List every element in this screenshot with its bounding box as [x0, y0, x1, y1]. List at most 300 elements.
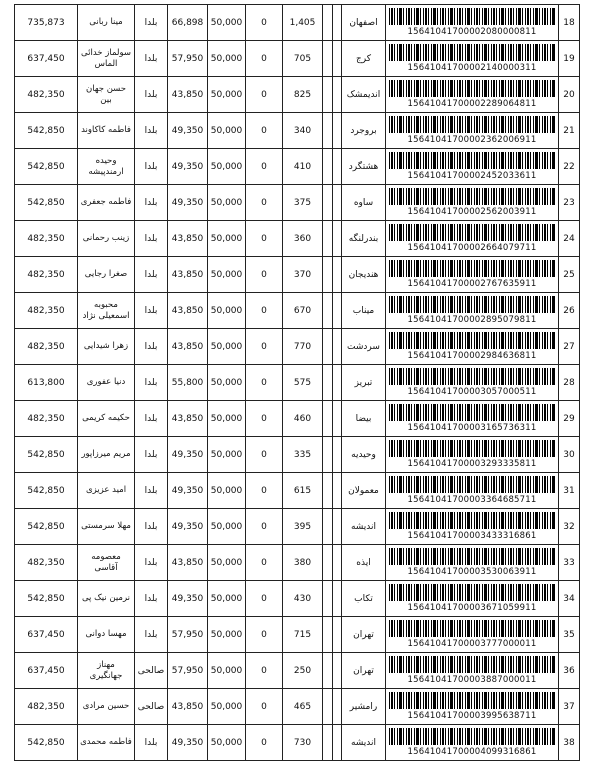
base-value-cell: 50,000 [208, 5, 246, 41]
person-name-cell: حکیمه کریمی [78, 401, 135, 437]
branch-cell: صالحی [135, 653, 168, 689]
barcode-number: 15641041700002562003911 [407, 207, 537, 217]
city-cell: هشتگرد [342, 149, 386, 185]
branch-cell: صالحی [135, 689, 168, 725]
empty-cell [333, 617, 342, 653]
person-name-cell: صغرا رجایی [78, 257, 135, 293]
city-cell: ایذه [342, 545, 386, 581]
quantity-cell: 465 [283, 689, 323, 725]
empty-cell [333, 545, 342, 581]
table-row [15, 689, 580, 725]
row-number-cell: 36 [559, 653, 580, 689]
barcode-number: 15641041700003057000511 [407, 387, 537, 397]
amount-cell: 542,850 [15, 437, 78, 473]
empty-cell [323, 185, 333, 221]
empty-cell [333, 329, 342, 365]
branch-cell: بلدا [135, 77, 168, 113]
branch-cell: بلدا [135, 113, 168, 149]
row-number-cell: 35 [559, 617, 580, 653]
value-cell: 49,350 [168, 113, 208, 149]
row-number-cell: 22 [559, 149, 580, 185]
quantity-cell: 715 [283, 617, 323, 653]
base-value-cell: 50,000 [208, 509, 246, 545]
branch-cell: بلدا [135, 473, 168, 509]
value-cell: 49,350 [168, 437, 208, 473]
base-value-cell: 50,000 [208, 221, 246, 257]
table-row [15, 221, 580, 257]
empty-cell [333, 653, 342, 689]
base-value-cell: 50,000 [208, 689, 246, 725]
table-row [15, 545, 580, 581]
base-value-cell: 50,000 [208, 77, 246, 113]
empty-cell [323, 329, 333, 365]
amount-cell: 542,850 [15, 185, 78, 221]
row-number-cell: 33 [559, 545, 580, 581]
city-cell: تهران [342, 653, 386, 689]
value-cell: 49,350 [168, 149, 208, 185]
zero-cell: 0 [246, 149, 283, 185]
empty-cell [323, 545, 333, 581]
value-cell: 57,950 [168, 617, 208, 653]
row-number-cell: 27 [559, 329, 580, 365]
person-name-cell: امید عزیزی [78, 473, 135, 509]
zero-cell: 0 [246, 437, 283, 473]
row-number-cell: 20 [559, 77, 580, 113]
empty-cell [333, 725, 342, 761]
empty-cell [323, 293, 333, 329]
barcode-cell [386, 689, 559, 725]
barcode-image [389, 548, 555, 565]
city-cell: میناب [342, 293, 386, 329]
quantity-cell: 825 [283, 77, 323, 113]
branch-cell: بلدا [135, 293, 168, 329]
zero-cell: 0 [246, 41, 283, 77]
barcode-number: 15641041700003530063911 [407, 567, 537, 577]
person-name-cell: حسین مرادی [78, 689, 135, 725]
amount-cell: 482,350 [15, 221, 78, 257]
quantity-cell: 575 [283, 365, 323, 401]
city-cell: تکاب [342, 581, 386, 617]
row-number-cell: 28 [559, 365, 580, 401]
person-name-cell: مریم میرزاپور [78, 437, 135, 473]
branch-cell: بلدا [135, 221, 168, 257]
barcode-cell [386, 653, 559, 689]
empty-cell [323, 221, 333, 257]
base-value-cell: 50,000 [208, 473, 246, 509]
base-value-cell: 50,000 [208, 149, 246, 185]
barcode-image [389, 260, 555, 277]
empty-cell [333, 473, 342, 509]
zero-cell: 0 [246, 77, 283, 113]
table-row [15, 77, 580, 113]
row-number-cell: 24 [559, 221, 580, 257]
table-body [15, 5, 580, 761]
empty-cell [333, 437, 342, 473]
amount-cell: 482,350 [15, 293, 78, 329]
empty-cell [323, 617, 333, 653]
branch-cell: بلدا [135, 401, 168, 437]
barcode-image [389, 620, 555, 637]
city-cell: کرج [342, 41, 386, 77]
value-cell: 49,350 [168, 509, 208, 545]
empty-cell [333, 221, 342, 257]
zero-cell: 0 [246, 293, 283, 329]
person-name-cell: فاطمه جعفری [78, 185, 135, 221]
person-name-cell: حسن جهان بین [78, 77, 135, 113]
zero-cell: 0 [246, 329, 283, 365]
zero-cell: 0 [246, 365, 283, 401]
value-cell: 43,850 [168, 77, 208, 113]
barcode-cell [386, 509, 559, 545]
person-name-cell: نرمین نیک پی [78, 581, 135, 617]
amount-cell: 542,850 [15, 113, 78, 149]
person-name-cell: فاطمه محمدی [78, 725, 135, 761]
person-name-cell: زینب رحمانی [78, 221, 135, 257]
barcode-number: 15641041700002895079811 [407, 315, 537, 325]
barcode-cell [386, 77, 559, 113]
row-number-cell: 21 [559, 113, 580, 149]
barcode-image [389, 368, 555, 385]
barcode-number: 15641041700002452033611 [407, 171, 537, 181]
barcode-cell [386, 5, 559, 41]
barcode-image [389, 80, 555, 97]
quantity-cell: 460 [283, 401, 323, 437]
empty-cell [323, 437, 333, 473]
base-value-cell: 50,000 [208, 113, 246, 149]
empty-cell [333, 185, 342, 221]
barcode-number: 15641041700003995638711 [407, 711, 537, 721]
zero-cell: 0 [246, 401, 283, 437]
amount-cell: 542,850 [15, 473, 78, 509]
row-number-cell: 31 [559, 473, 580, 509]
city-cell: تهران [342, 617, 386, 653]
zero-cell: 0 [246, 725, 283, 761]
empty-cell [333, 689, 342, 725]
barcode-cell [386, 365, 559, 401]
row-number-cell: 19 [559, 41, 580, 77]
person-name-cell: مهلا سرمستی [78, 509, 135, 545]
empty-cell [333, 401, 342, 437]
quantity-cell: 370 [283, 257, 323, 293]
barcode-number: 15641041700004099316861 [407, 747, 537, 757]
barcode-cell [386, 581, 559, 617]
quantity-cell: 410 [283, 149, 323, 185]
empty-cell [333, 293, 342, 329]
zero-cell: 0 [246, 257, 283, 293]
empty-cell [333, 257, 342, 293]
empty-cell [323, 725, 333, 761]
table-row [15, 653, 580, 689]
value-cell: 43,850 [168, 545, 208, 581]
barcode-number: 15641041700002140000311 [407, 63, 537, 73]
amount-cell: 542,850 [15, 581, 78, 617]
amount-cell: 735,873 [15, 5, 78, 41]
city-cell: اندیشه [342, 725, 386, 761]
city-cell: بندرلنگه [342, 221, 386, 257]
city-cell: وحیدیه [342, 437, 386, 473]
base-value-cell: 50,000 [208, 365, 246, 401]
zero-cell: 0 [246, 617, 283, 653]
barcode-image [389, 8, 555, 25]
barcode-cell [386, 473, 559, 509]
branch-cell: بلدا [135, 41, 168, 77]
quantity-cell: 670 [283, 293, 323, 329]
amount-cell: 482,350 [15, 77, 78, 113]
table-row [15, 365, 580, 401]
barcode-cell [386, 257, 559, 293]
value-cell: 55,800 [168, 365, 208, 401]
base-value-cell: 50,000 [208, 437, 246, 473]
person-name-cell: سولماز خدائی الماس [78, 41, 135, 77]
branch-cell: بلدا [135, 617, 168, 653]
barcode-number: 15641041700003165736311 [407, 423, 537, 433]
value-cell: 49,350 [168, 725, 208, 761]
barcode-cell [386, 545, 559, 581]
barcode-number: 15641041700002289064811 [407, 99, 537, 109]
city-cell: بیضا [342, 401, 386, 437]
empty-cell [333, 149, 342, 185]
value-cell: 43,850 [168, 689, 208, 725]
branch-cell: بلدا [135, 725, 168, 761]
base-value-cell: 50,000 [208, 257, 246, 293]
records-table [14, 4, 580, 761]
barcode-image [389, 656, 555, 673]
barcode-image [389, 296, 555, 313]
barcode-cell [386, 437, 559, 473]
branch-cell: بلدا [135, 581, 168, 617]
zero-cell: 0 [246, 473, 283, 509]
row-number-cell: 18 [559, 5, 580, 41]
table-row [15, 41, 580, 77]
row-number-cell: 25 [559, 257, 580, 293]
value-cell: 43,850 [168, 401, 208, 437]
table-row [15, 509, 580, 545]
quantity-cell: 705 [283, 41, 323, 77]
barcode-image [389, 440, 555, 457]
table-row [15, 293, 580, 329]
barcode-number: 15641041700003777000011 [407, 639, 537, 649]
person-name-cell: فاطمه کاکاوند [78, 113, 135, 149]
base-value-cell: 50,000 [208, 617, 246, 653]
city-cell: اصفهان [342, 5, 386, 41]
empty-cell [333, 365, 342, 401]
empty-cell [333, 41, 342, 77]
row-number-cell: 38 [559, 725, 580, 761]
person-name-cell: مهناز جهانگیری [78, 653, 135, 689]
branch-cell: بلدا [135, 257, 168, 293]
barcode-cell [386, 617, 559, 653]
empty-cell [323, 581, 333, 617]
empty-cell [333, 581, 342, 617]
empty-cell [323, 257, 333, 293]
barcode-number: 15641041700003364685711 [407, 495, 537, 505]
row-number-cell: 34 [559, 581, 580, 617]
city-cell: بروجرد [342, 113, 386, 149]
city-cell: تبریز [342, 365, 386, 401]
table-row [15, 113, 580, 149]
amount-cell: 542,850 [15, 149, 78, 185]
base-value-cell: 50,000 [208, 545, 246, 581]
barcode-image [389, 728, 555, 745]
branch-cell: بلدا [135, 185, 168, 221]
city-cell: اندیشه [342, 509, 386, 545]
table-row [15, 401, 580, 437]
barcode-cell [386, 293, 559, 329]
barcode-cell [386, 221, 559, 257]
barcode-image [389, 224, 555, 241]
zero-cell: 0 [246, 581, 283, 617]
zero-cell: 0 [246, 545, 283, 581]
zero-cell: 0 [246, 185, 283, 221]
zero-cell: 0 [246, 5, 283, 41]
table-row [15, 329, 580, 365]
value-cell: 43,850 [168, 329, 208, 365]
value-cell: 49,350 [168, 185, 208, 221]
barcode-number: 15641041700002767635911 [407, 279, 537, 289]
branch-cell: بلدا [135, 329, 168, 365]
base-value-cell: 50,000 [208, 725, 246, 761]
city-cell: هندیجان [342, 257, 386, 293]
barcode-cell [386, 329, 559, 365]
empty-cell [333, 5, 342, 41]
value-cell: 57,950 [168, 41, 208, 77]
quantity-cell: 375 [283, 185, 323, 221]
barcode-image [389, 512, 555, 529]
amount-cell: 482,350 [15, 257, 78, 293]
empty-cell [323, 365, 333, 401]
value-cell: 66,898 [168, 5, 208, 41]
row-number-cell: 29 [559, 401, 580, 437]
row-number-cell: 26 [559, 293, 580, 329]
amount-cell: 482,350 [15, 401, 78, 437]
barcode-cell [386, 113, 559, 149]
empty-cell [323, 509, 333, 545]
barcode-image [389, 116, 555, 133]
empty-cell [333, 113, 342, 149]
branch-cell: بلدا [135, 5, 168, 41]
person-name-cell: وحیده ارمندپیشه [78, 149, 135, 185]
quantity-cell: 615 [283, 473, 323, 509]
city-cell: معمولان [342, 473, 386, 509]
person-name-cell: زهرا شیدایی [78, 329, 135, 365]
quantity-cell: 340 [283, 113, 323, 149]
amount-cell: 542,850 [15, 725, 78, 761]
barcode-number: 15641041700003887000011 [407, 675, 537, 685]
zero-cell: 0 [246, 113, 283, 149]
barcode-image [389, 188, 555, 205]
table-row [15, 5, 580, 41]
base-value-cell: 50,000 [208, 581, 246, 617]
base-value-cell: 50,000 [208, 41, 246, 77]
barcode-image [389, 584, 555, 601]
branch-cell: بلدا [135, 509, 168, 545]
row-number-cell: 30 [559, 437, 580, 473]
value-cell: 49,350 [168, 581, 208, 617]
empty-cell [323, 149, 333, 185]
quantity-cell: 395 [283, 509, 323, 545]
empty-cell [333, 509, 342, 545]
barcode-cell [386, 41, 559, 77]
barcode-number: 15641041700003293335811 [407, 459, 537, 469]
person-name-cell: مهسا دوانی [78, 617, 135, 653]
empty-cell [323, 473, 333, 509]
quantity-cell: 250 [283, 653, 323, 689]
person-name-cell: مینا ربانی [78, 5, 135, 41]
person-name-cell: معصومه آقاسی [78, 545, 135, 581]
zero-cell: 0 [246, 509, 283, 545]
value-cell: 57,950 [168, 653, 208, 689]
empty-cell [323, 41, 333, 77]
barcode-number: 15641041700003671059911 [407, 603, 537, 613]
branch-cell: بلدا [135, 437, 168, 473]
row-number-cell: 37 [559, 689, 580, 725]
barcode-image [389, 692, 555, 709]
person-name-cell: محبوبه اسمعیلی نژاد [78, 293, 135, 329]
empty-cell [323, 401, 333, 437]
base-value-cell: 50,000 [208, 329, 246, 365]
table-row [15, 257, 580, 293]
amount-cell: 482,350 [15, 689, 78, 725]
branch-cell: بلدا [135, 545, 168, 581]
table-row [15, 149, 580, 185]
barcode-cell [386, 185, 559, 221]
barcode-number: 15641041700003433316861 [407, 531, 537, 541]
barcode-image [389, 44, 555, 61]
value-cell: 43,850 [168, 293, 208, 329]
row-number-cell: 32 [559, 509, 580, 545]
quantity-cell: 360 [283, 221, 323, 257]
table-row [15, 617, 580, 653]
quantity-cell: 1,405 [283, 5, 323, 41]
value-cell: 49,350 [168, 473, 208, 509]
base-value-cell: 50,000 [208, 185, 246, 221]
amount-cell: 613,800 [15, 365, 78, 401]
value-cell: 43,850 [168, 257, 208, 293]
empty-cell [323, 653, 333, 689]
empty-cell [323, 689, 333, 725]
city-cell: سردشت [342, 329, 386, 365]
branch-cell: بلدا [135, 365, 168, 401]
quantity-cell: 335 [283, 437, 323, 473]
quantity-cell: 730 [283, 725, 323, 761]
base-value-cell: 50,000 [208, 293, 246, 329]
empty-cell [323, 113, 333, 149]
barcode-cell [386, 149, 559, 185]
barcode-number: 15641041700002664079711 [407, 243, 537, 253]
barcode-image [389, 332, 555, 349]
person-name-cell: دنیا عفوری [78, 365, 135, 401]
empty-cell [323, 77, 333, 113]
quantity-cell: 380 [283, 545, 323, 581]
barcode-cell [386, 401, 559, 437]
empty-cell [333, 77, 342, 113]
amount-cell: 637,450 [15, 653, 78, 689]
quantity-cell: 770 [283, 329, 323, 365]
quantity-cell: 430 [283, 581, 323, 617]
barcode-image [389, 152, 555, 169]
table-row [15, 185, 580, 221]
barcode-cell [386, 725, 559, 761]
table-row [15, 437, 580, 473]
barcode-number: 15641041700002080000811 [407, 27, 537, 37]
zero-cell: 0 [246, 689, 283, 725]
barcode-number: 15641041700002984636811 [407, 351, 537, 361]
table-row [15, 581, 580, 617]
amount-cell: 637,450 [15, 41, 78, 77]
amount-cell: 637,450 [15, 617, 78, 653]
table-row [15, 473, 580, 509]
amount-cell: 482,350 [15, 329, 78, 365]
